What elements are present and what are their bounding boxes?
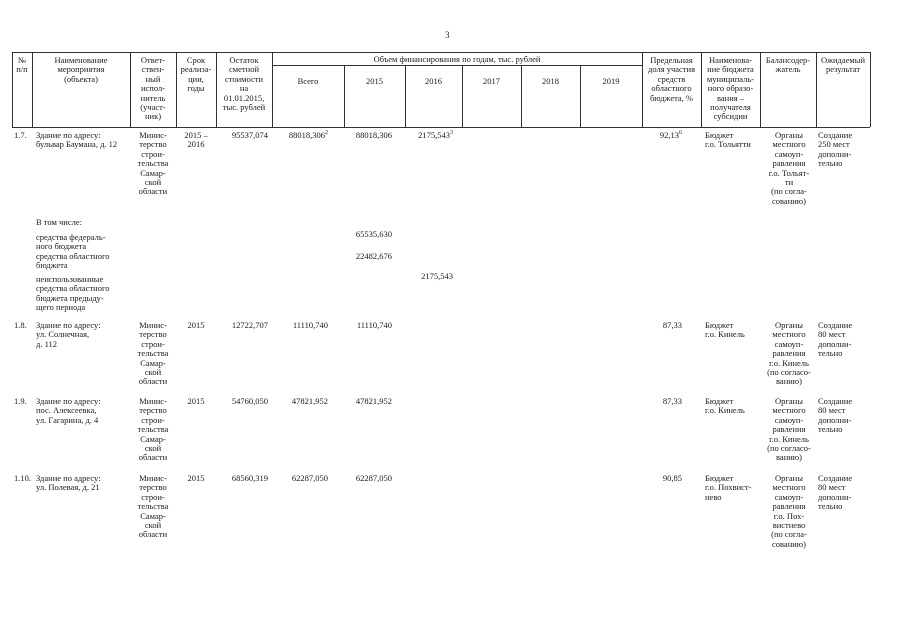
table-vertical-rule xyxy=(521,65,522,127)
row-no: 1.7. xyxy=(14,130,27,140)
row-executor: Минис- терство строи- тельства Самар- ской области xyxy=(137,130,169,197)
row-budget: Бюджет г.о. Кинель xyxy=(705,396,745,416)
row-name: Здание по адресу: ул. Полевая, д. 21 xyxy=(36,473,101,493)
regional-label: средства областного бюджета xyxy=(36,251,110,271)
row-holder: Органы местного самоуп- равления г.о. Кинель (по согласо- ванию) xyxy=(767,396,811,463)
row-2015: 11110,740 xyxy=(356,320,392,330)
header-year-2019: 2019 xyxy=(602,76,620,86)
including-label: В том числе: xyxy=(36,217,82,227)
table-vertical-rule xyxy=(870,52,871,127)
header-name: Наименование мероприятия (объекта) xyxy=(54,55,108,84)
row-budget: Бюджет г.о. Похвист- нево xyxy=(705,473,752,502)
row-no: 1.9. xyxy=(14,396,27,406)
row-share: 90,85 xyxy=(662,473,682,483)
header-total: Всего xyxy=(297,76,319,86)
row-term: 2015 – 2016 xyxy=(184,130,208,150)
table-vertical-rule xyxy=(344,65,345,127)
row-term: 2015 xyxy=(187,320,205,330)
row-balance: 95537,074 xyxy=(231,130,268,140)
row-2015: 88018,306 xyxy=(355,130,392,140)
header-funding-title: Объем финансирования по годам, тыс. рублей xyxy=(373,54,541,64)
table-vertical-rule xyxy=(405,65,406,127)
row-result: Создание 80 мест дополни- тельно xyxy=(818,396,853,435)
header-no: № п/п xyxy=(16,55,28,75)
header-executor: Ответ- ствен- ный испол- нитель (участ- ник) xyxy=(140,55,166,122)
row-holder: Органы местного самоуп- равления г.о. Тольят- ти (по согла- сованию) xyxy=(768,130,810,206)
table-horizontal-rule xyxy=(12,52,870,53)
federal-label: средства федераль- ного бюджета xyxy=(36,232,106,252)
row-term: 2015 xyxy=(187,473,205,483)
row-no: 1.8. xyxy=(14,320,27,330)
header-result: Ожидаемый результат xyxy=(820,55,866,75)
header-term: Срок реализа- ции, годы xyxy=(180,55,212,94)
header-holder: Балансодер- жатель xyxy=(765,55,811,75)
row-name: Здание по адресу: ул. Солнечная, д. 112 xyxy=(36,320,101,349)
row-no: 1.10. xyxy=(14,473,31,483)
header-share: Предельная доля участия средств областного бюджета, % xyxy=(648,55,695,103)
row-total: 62287,050 xyxy=(291,473,328,483)
regional-2015: 22482,676 xyxy=(355,251,392,261)
table-horizontal-rule xyxy=(272,65,642,66)
row-total: 11110,740 xyxy=(292,320,328,330)
row-name: Здание по адресу: пос. Алексеевка, ул. Гагарина, д. 4 xyxy=(36,396,101,425)
row-share: 92,13$^6$ xyxy=(659,130,682,140)
row-result: Создание 80 мест дополни- тельно xyxy=(818,473,853,512)
page-number: 3 xyxy=(445,30,450,40)
header-year-2017: 2017 xyxy=(483,76,500,86)
row-executor: Минис- терство строи- тельства Самар- ской области xyxy=(137,473,169,540)
row-balance: 54760,050 xyxy=(231,396,268,406)
row-budget: Бюджет г.о. Тольятти xyxy=(705,130,751,150)
row-executor: Минис- терство строи- тельства Самар- ской области xyxy=(137,320,169,387)
row-share: 87,33 xyxy=(662,320,682,330)
table-vertical-rule xyxy=(462,65,463,127)
row-2015: 47821,952 xyxy=(355,396,392,406)
row-result: Создание 250 мест дополни- тельно xyxy=(818,130,853,169)
unused-label: неиспользованные средства областного бюджета предыду- щего периода xyxy=(36,274,110,313)
header-year-2018: 2018 xyxy=(542,76,559,86)
row-executor: Минис- терство строи- тельства Самар- ской области xyxy=(137,396,169,463)
unused-2016: 2175,543 xyxy=(421,271,453,281)
row-total: 88018,306$^2$ xyxy=(288,130,328,140)
federal-2015: 65535,630 xyxy=(355,229,392,239)
table-horizontal-rule xyxy=(12,127,870,128)
header-budget: Наименова- ние бюджета муниципаль- ного образо- вания – получателя субсидии xyxy=(706,55,755,122)
table-vertical-rule xyxy=(580,65,581,127)
header-year-2015: 2015 xyxy=(366,76,383,86)
row-name: Здание по адресу: бульвар Баумана, д. 12 xyxy=(36,130,118,150)
row-2015: 62287,050 xyxy=(355,473,392,483)
row-balance: 68560,319 xyxy=(231,473,268,483)
row-share: 87,33 xyxy=(662,396,682,406)
row-holder: Органы местного самоуп- равления г.о. Кинель (по согласо- ванию) xyxy=(767,320,811,387)
row-2016: 2175,543$^3$ xyxy=(418,130,453,140)
row-term: 2015 xyxy=(187,396,205,406)
row-total: 47821,952 xyxy=(291,396,328,406)
row-balance: 12722,707 xyxy=(231,320,268,330)
row-holder: Органы местного самоуп- равления г.о. Пох- вистнево (по согла- сованию) xyxy=(771,473,807,549)
row-result: Создание 80 мест дополни- тельно xyxy=(818,320,853,359)
row-budget: Бюджет г.о. Кинель xyxy=(705,320,745,340)
header-year-2016: 2016 xyxy=(425,76,442,86)
header-balance: Остаток сметной стоимости на 01.01.2015, тыс. рублей xyxy=(222,55,266,113)
